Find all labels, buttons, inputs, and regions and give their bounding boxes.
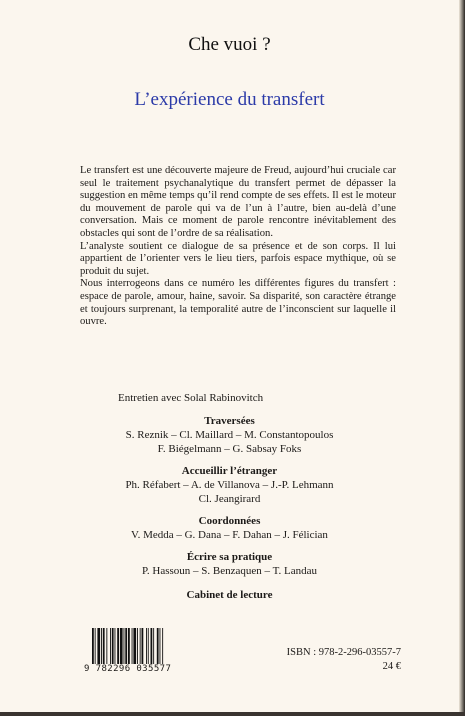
barcode-bar bbox=[132, 628, 133, 664]
barcode-bar bbox=[140, 628, 141, 664]
page-edge-shadow bbox=[459, 0, 465, 716]
section-title-ecrire: Écrire sa pratique bbox=[186, 551, 273, 563]
section-title-accueillir: Accueillir l’étranger bbox=[181, 465, 278, 477]
section-authors: Ph. Réfabert – A. de Villanova – J.-P. Lehmann bbox=[125, 479, 334, 491]
barcode-bar bbox=[101, 628, 102, 664]
section-title-coordonnees: Coordonnées bbox=[198, 515, 261, 527]
barcode-bar bbox=[151, 628, 153, 664]
series-title: Che vuoi ? bbox=[188, 34, 271, 55]
section-title-traversees: Traversées bbox=[204, 415, 255, 427]
barcode-bar bbox=[115, 628, 116, 664]
issue-title: L’expérience du transfert bbox=[134, 89, 325, 110]
intro-text bbox=[80, 165, 396, 329]
isbn: ISBN : 978-2-296-03557-7 bbox=[286, 647, 401, 658]
barcode-bar bbox=[103, 628, 105, 664]
barcode-bar bbox=[117, 628, 119, 664]
interview-line: Entretien avec Solal Rabinovitch bbox=[118, 392, 264, 404]
barcode-bar bbox=[97, 628, 100, 664]
intro-paragraph: Le transfert est une découverte majeure de Freud, aujourd’hui cruciale car seul le traitement psychanalytique du transfert permet de dépasser la suggestion en même temps qu’il rend compte de ses effets. Il est le moteur du mouvement de parole qui va de l’un à l’autre, bien au-delà d’une conversation. Mais ce moment de parole rencontre inévitablement des obstacles qui sont de l’ordre de sa réalisation. bbox=[80, 165, 396, 239]
barcode-bar bbox=[110, 628, 111, 664]
page-edge-bottom bbox=[0, 712, 465, 716]
intro-paragraph: L’analyste soutient ce dialogue de sa présence et de son corps. Il lui appartient de l’orienter vers le lieu tiers, parfois espace mythique, où se produit du sujet. bbox=[80, 240, 396, 277]
barcode-bar bbox=[120, 628, 123, 664]
barcode-bar bbox=[146, 628, 147, 664]
barcode-bar bbox=[95, 628, 96, 664]
section-authors: P. Hassoun – S. Benzaquen – T. Landau bbox=[142, 565, 317, 577]
barcode-bar bbox=[112, 628, 114, 664]
section-authors: V. Medda – G. Dana – F. Dahan – J. Félician bbox=[131, 529, 328, 541]
barcode-bar bbox=[92, 628, 94, 664]
barcode-bar bbox=[153, 628, 154, 664]
barcode-digits: 9 782296 035577 bbox=[84, 664, 172, 674]
barcode-bars bbox=[90, 628, 190, 664]
intro-paragraph: Nous interrogeons dans ce numéro les différentes figures du transfert : espace de parole, amour, haine, savoir. Sa disparité, son caractère étrange et toujours surprenant, la temporalité autre de l’inconscient sur laquelle il ouvre. bbox=[80, 278, 396, 328]
barcode-bar bbox=[157, 628, 159, 664]
barcode-bar bbox=[124, 628, 125, 664]
barcode-bar bbox=[142, 628, 144, 664]
price: 24 € bbox=[382, 661, 401, 672]
barcode-bar bbox=[148, 628, 149, 664]
section-authors: S. Reznik – Cl. Maillard – M. Constantopoulos bbox=[125, 429, 334, 441]
barcode-bar bbox=[106, 628, 107, 664]
barcode-bar bbox=[133, 628, 136, 664]
cabinet-de-lecture: Cabinet de lecture bbox=[186, 589, 273, 601]
section-authors: F. Biégelmann – G. Sabsay Foks bbox=[157, 443, 302, 455]
barcode-bar bbox=[128, 628, 130, 664]
barcode-bar bbox=[162, 628, 163, 664]
barcode-bar bbox=[137, 628, 138, 664]
barcode-bar bbox=[125, 628, 127, 664]
section-authors: Cl. Jeangirard bbox=[198, 493, 261, 505]
barcode-bar bbox=[160, 628, 161, 664]
